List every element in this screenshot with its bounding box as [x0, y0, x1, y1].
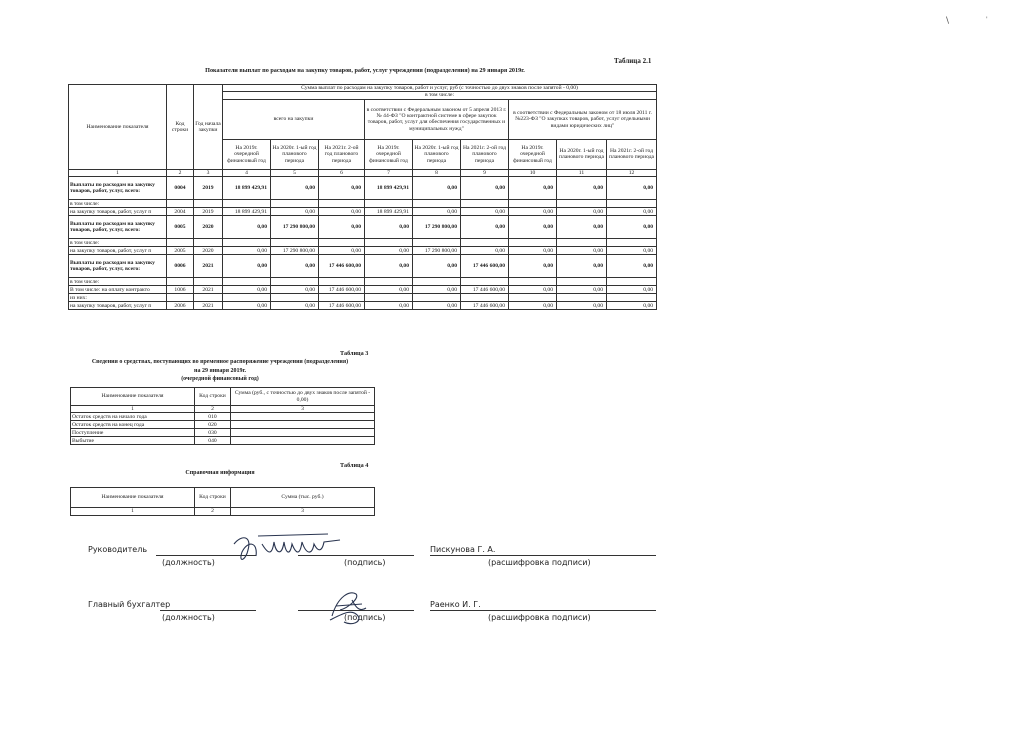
table-row [69, 247, 657, 255]
table-row [69, 239, 657, 247]
row-value: 0,00 [365, 216, 413, 239]
row-value: 0,00 [557, 208, 607, 216]
row-value [271, 294, 319, 302]
accountant-position-line [160, 610, 256, 611]
row-code: 2005 [167, 247, 194, 255]
row-code [167, 239, 194, 247]
row-value: 17 446 600,00 [319, 286, 365, 294]
row-value [365, 200, 413, 208]
row-value [509, 278, 557, 286]
table3-title-line1: Сведения о средствах, поступающих во временное распоряжение учреждения (подразделения) [91, 359, 349, 365]
t3-num: 3 [231, 406, 375, 413]
row-value: 0,00 [223, 302, 271, 310]
t21-head-law44: в соответствии с Федеральным законом от 5 апреля 2013 г. № 44-ФЗ "О контрактной системе в сфере закупок товаров, работ, услуг для обеспечения государственных и муниципальных нужд" [365, 99, 509, 139]
row-value: 0,00 [509, 286, 557, 294]
row-name: Выплаты по расходам на закупку товаров, работ, услуг, всего: [69, 255, 167, 278]
row-code [167, 294, 194, 302]
row-name: Поступление [71, 429, 195, 437]
row-code: 0004 [167, 177, 194, 200]
row-sum [231, 429, 375, 437]
row-sum [231, 413, 375, 421]
row-year: 2021 [194, 255, 223, 278]
row-sum [231, 421, 375, 429]
row-year: 2021 [194, 302, 223, 310]
table21-label: Таблица 2.1 [614, 57, 652, 65]
t21-num: 4 [223, 169, 271, 176]
row-value: 0,00 [557, 302, 607, 310]
head-decode-caption: (расшифровка подписи) [488, 558, 591, 567]
t4-head-name: Наименование показателя [71, 488, 195, 508]
t21-num: 8 [413, 169, 461, 176]
row-name: Выбытие [71, 437, 195, 445]
row-value [557, 294, 607, 302]
row-value [461, 294, 509, 302]
table-row [69, 302, 657, 310]
row-sum [231, 437, 375, 445]
row-code: 020 [195, 421, 231, 429]
row-value: 0,00 [271, 208, 319, 216]
row-value [223, 239, 271, 247]
t21-num: 5 [271, 169, 319, 176]
row-value: 17 446 600,00 [461, 286, 509, 294]
t21-num: 3 [194, 169, 223, 176]
row-value: 0,00 [607, 302, 657, 310]
t21-head-all: всего на закупки [223, 99, 365, 139]
table-row [69, 216, 657, 239]
row-value: 0,00 [557, 247, 607, 255]
row-value: 0,00 [271, 286, 319, 294]
row-code: 030 [195, 429, 231, 437]
head-sign-caption: (подпись) [344, 558, 386, 567]
table-row [69, 294, 657, 302]
table21-title: Показатели выплат по расходам на закупку товаров, работ, услуг учреждения (подразделения) на 29 января 2019г. [205, 67, 525, 74]
row-value: 0,00 [509, 208, 557, 216]
row-value [413, 294, 461, 302]
row-code: 1006 [167, 286, 194, 294]
row-value: 0,00 [607, 286, 657, 294]
row-year [194, 278, 223, 286]
row-value: 0,00 [223, 255, 271, 278]
t21-num: 9 [461, 169, 509, 176]
row-code: 0005 [167, 216, 194, 239]
accountant-decode-caption: (расшифровка подписи) [488, 613, 591, 622]
head-decode-line [430, 555, 656, 556]
row-value: 0,00 [557, 177, 607, 200]
t3-head-code: Код строки [195, 388, 231, 406]
t21-sub: На 2020г. 1-ый год планового периода [271, 139, 319, 169]
row-name: Выплаты по расходам на закупку товаров, работ, услуг, всего: [69, 177, 167, 200]
row-value: 0,00 [271, 177, 319, 200]
table-row [71, 413, 375, 421]
row-year [194, 200, 223, 208]
row-value: 0,00 [413, 302, 461, 310]
row-value: 0,00 [413, 177, 461, 200]
table-row [71, 421, 375, 429]
accountant-name: Раенко И. Г. [430, 600, 481, 609]
t21-num: 2 [167, 169, 194, 176]
t21-sub: На 2019г. очередной финансовый год [223, 139, 271, 169]
t21-sub: На 2020г. 1-ый год планового периода [557, 139, 607, 169]
t21-head-sum: Сумма выплат по расходам на закупку товаров, работ и услуг, руб (с точностью до двух знаков после запятой - 0,00) [223, 85, 657, 92]
t21-head-law223: в соответствии с Федеральным законом от 18 июля 2011 г. №223-ФЗ "О закупках товаров, работ, услуг отдельными видами юридических лиц" [509, 99, 657, 139]
table3-title [70, 358, 370, 384]
t3-num: 1 [71, 406, 195, 413]
row-value [319, 239, 365, 247]
row-value: 0,00 [461, 177, 509, 200]
t21-head-in-that-number: в том числе: [223, 92, 657, 99]
t3-head-sum: Сумма (руб., с точностью до двух знаков после запятой - 0,00) [231, 388, 375, 406]
t4-num: 2 [195, 508, 231, 516]
row-value [365, 239, 413, 247]
t21-num: 10 [509, 169, 557, 176]
row-value [223, 294, 271, 302]
table-row [69, 200, 657, 208]
row-value: 0,00 [319, 177, 365, 200]
row-value: 0,00 [607, 208, 657, 216]
accountant-decode-line [430, 610, 656, 611]
table-row [69, 278, 657, 286]
row-value [607, 200, 657, 208]
row-value: 0,00 [223, 247, 271, 255]
row-name: из них: [69, 294, 167, 302]
head-role: Руководитель [88, 545, 148, 554]
row-value: 0,00 [509, 216, 557, 239]
row-value [271, 239, 319, 247]
row-value: 17 446 600,00 [461, 255, 509, 278]
row-name: Остаток средств на начало года [71, 413, 195, 421]
t21-sub: На 2020г. 1-ый год планового периода [413, 139, 461, 169]
row-name: Остаток средств на конец года [71, 421, 195, 429]
row-value: 0,00 [557, 255, 607, 278]
row-value: 0,00 [607, 216, 657, 239]
head-signature [228, 530, 346, 568]
t21-num: 11 [557, 169, 607, 176]
row-value [607, 294, 657, 302]
t3-num: 2 [195, 406, 231, 413]
table-row [69, 177, 657, 200]
row-value: 0,00 [319, 247, 365, 255]
t21-sub: На 2021г. 2-ой год планового периода [607, 139, 657, 169]
t4-num: 3 [231, 508, 375, 516]
row-value: 0,00 [607, 177, 657, 200]
row-value [607, 278, 657, 286]
row-value: 17 290 800,00 [413, 216, 461, 239]
row-value: 0,00 [509, 302, 557, 310]
row-code: 040 [195, 437, 231, 445]
table3-title-line2: на 29 января 2019г. [193, 367, 247, 374]
row-value [413, 239, 461, 247]
row-value: 0,00 [271, 255, 319, 278]
accountant-position-caption: (должность) [162, 613, 215, 622]
row-value: 0,00 [461, 216, 509, 239]
row-value: 0,00 [607, 247, 657, 255]
row-name: в том числе: [69, 200, 167, 208]
row-value: 0,00 [509, 247, 557, 255]
table-row [69, 286, 657, 294]
t21-num: 1 [69, 169, 167, 176]
row-name: на закупку товаров, работ, услуг п [69, 208, 167, 216]
row-value [607, 239, 657, 247]
row-year [194, 294, 223, 302]
row-value: 17 290 800,00 [271, 247, 319, 255]
head-position-caption: (должность) [162, 558, 215, 567]
scan-mark: ' [986, 16, 988, 23]
row-value [557, 200, 607, 208]
row-value: 0,00 [365, 247, 413, 255]
row-value [271, 278, 319, 286]
row-value [271, 200, 319, 208]
row-value: 0,00 [223, 216, 271, 239]
row-code [167, 278, 194, 286]
table21 [68, 84, 657, 310]
table21-body [69, 177, 657, 310]
table-row [69, 255, 657, 278]
t4-head-code: Код строки [195, 488, 231, 508]
row-name: на закупку товаров, работ, услуг п [69, 247, 167, 255]
row-value: 0,00 [365, 286, 413, 294]
t21-num: 6 [319, 169, 365, 176]
row-value: 17 290 800,00 [413, 247, 461, 255]
row-value: 0,00 [557, 216, 607, 239]
t21-head-year: Год начала закупки [194, 85, 223, 170]
row-value: 0,00 [319, 208, 365, 216]
row-value: 0,00 [413, 208, 461, 216]
table-row [71, 437, 375, 445]
t21-sub: На 2019г. очередной финансовый год [509, 139, 557, 169]
row-value: 17 290 800,00 [271, 216, 319, 239]
t21-sub: На 2021г. 2-ой год планового периода [461, 139, 509, 169]
row-name: в том числе: [69, 278, 167, 286]
row-name: в том числе: [69, 239, 167, 247]
row-value [557, 239, 607, 247]
row-value [365, 278, 413, 286]
row-value: 0,00 [461, 247, 509, 255]
row-value: 0,00 [365, 302, 413, 310]
scan-mark: \ [946, 16, 950, 26]
row-value: 17 446 600,00 [319, 255, 365, 278]
table3-label: Таблица 3 [340, 350, 369, 357]
row-value: 18 899 429,91 [365, 177, 413, 200]
row-year: 2019 [194, 177, 223, 200]
row-value [509, 200, 557, 208]
row-value [319, 294, 365, 302]
row-value [319, 278, 365, 286]
row-code: 2006 [167, 302, 194, 310]
table4 [70, 487, 375, 516]
row-code [167, 200, 194, 208]
t21-head-code: Код строки [167, 85, 194, 170]
row-value: 0,00 [413, 286, 461, 294]
row-value: 0,00 [223, 286, 271, 294]
t21-num: 7 [365, 169, 413, 176]
row-value: 0,00 [557, 286, 607, 294]
row-name: на закупку товаров, работ, услуг п [69, 302, 167, 310]
t4-num: 1 [71, 508, 195, 516]
table4-label: Таблица 4 [340, 462, 369, 469]
table3-title-line3: (очередной финансовый год) [181, 376, 259, 383]
table3-body [71, 413, 375, 445]
t21-sub: На 2019г. очередной финансовый год [365, 139, 413, 169]
row-year: 2021 [194, 286, 223, 294]
row-year: 2019 [194, 208, 223, 216]
accountant-sign-caption: (подпись) [344, 613, 386, 622]
t21-num: 12 [607, 169, 657, 176]
row-name: Выплаты по расходам на закупку товаров, работ, услуг, всего: [69, 216, 167, 239]
table-row [69, 208, 657, 216]
row-year: 2020 [194, 216, 223, 239]
row-code: 0006 [167, 255, 194, 278]
table-row [71, 429, 375, 437]
accountant-role: Главный бухгалтер [88, 600, 171, 609]
row-value [223, 278, 271, 286]
accountant-signature [322, 586, 372, 628]
row-value: 17 446 600,00 [319, 302, 365, 310]
row-code: 010 [195, 413, 231, 421]
row-value [319, 200, 365, 208]
t4-head-sum: Сумма (тыс. руб.) [231, 488, 375, 508]
row-value: 0,00 [319, 216, 365, 239]
row-value: 18 899 429,91 [223, 208, 271, 216]
row-value [413, 278, 461, 286]
row-value [509, 294, 557, 302]
row-year: 2020 [194, 247, 223, 255]
row-value: 18 899 429,91 [223, 177, 271, 200]
row-value: 0,00 [509, 177, 557, 200]
row-value: 0,00 [365, 255, 413, 278]
row-year [194, 239, 223, 247]
row-value [413, 200, 461, 208]
row-value [461, 200, 509, 208]
row-value: 0,00 [607, 255, 657, 278]
row-name: В том числе: на оплату контракто [69, 286, 167, 294]
row-value [461, 278, 509, 286]
row-value [461, 239, 509, 247]
row-value: 17 446 600,00 [461, 302, 509, 310]
row-value [557, 278, 607, 286]
row-value: 0,00 [461, 208, 509, 216]
row-value: 0,00 [509, 255, 557, 278]
row-value [223, 200, 271, 208]
row-value: 0,00 [271, 302, 319, 310]
row-value [509, 239, 557, 247]
row-value: 0,00 [413, 255, 461, 278]
row-value: 18 899 429,91 [365, 208, 413, 216]
t3-head-name: Наименование показателя [71, 388, 195, 406]
table4-title: Справочная информация [185, 470, 255, 476]
head-name: Пискунова Г. А. [430, 545, 496, 554]
t21-head-name: Наименование показателя [69, 85, 167, 170]
row-code: 2004 [167, 208, 194, 216]
table3 [70, 387, 375, 445]
row-value [365, 294, 413, 302]
t21-sub: На 2021г. 2-ой год планового периода [319, 139, 365, 169]
